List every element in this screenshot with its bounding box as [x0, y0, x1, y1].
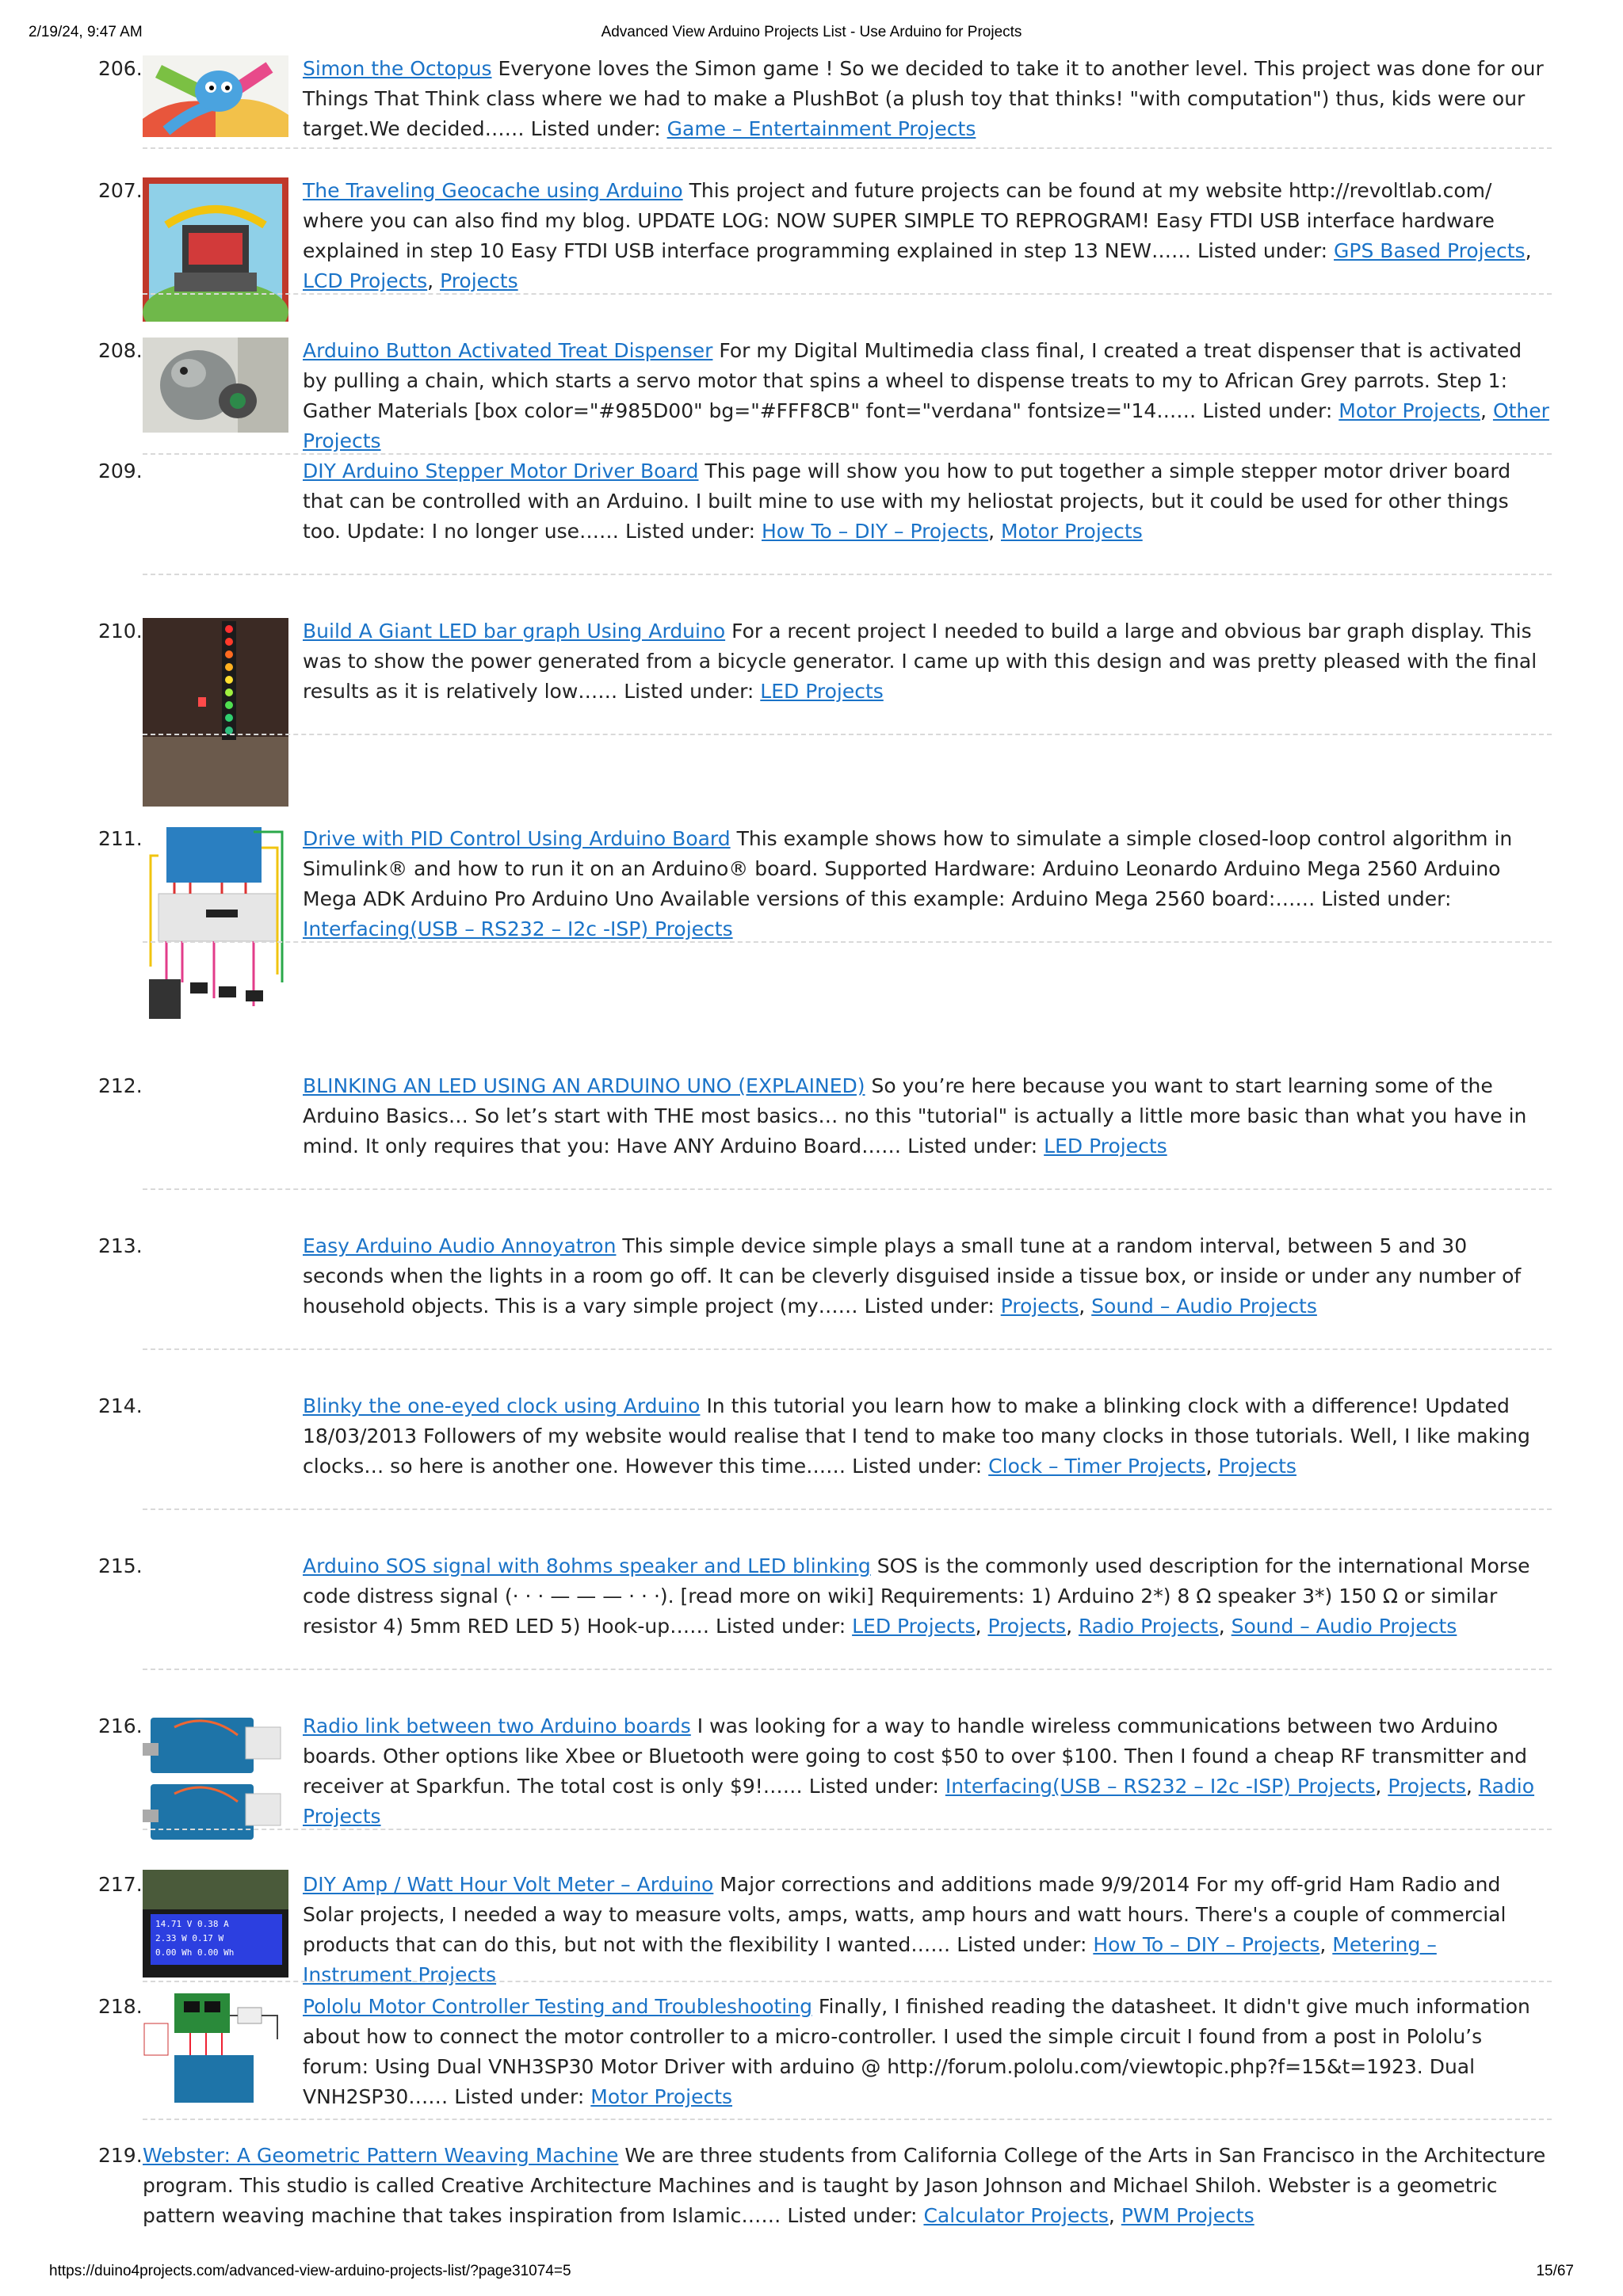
- project-title-link[interactable]: Build A Giant LED bar graph Using Arduino: [303, 620, 726, 643]
- lcd-meter-image[interactable]: [143, 1870, 288, 1978]
- project-description: We are three students from California College of the Arts in San Francisco in the Architecture program. This studio is called Creative Architecture Machines and is taught by Jason Johnson and Michael Shiloh. Webster is a geometric pattern weaving machine that takes inspiration from Islamic……: [143, 2144, 1546, 2227]
- project-description: SOS is the commonly used description for the international Morse code distress signal (· · · — — — · · ·). [read more on wiki] Requirements: 1) Arduino 2*) 8 Ω speaker 3*) 150 Ω or similar resistor 4) 5mm RED LED 5) Hook-up……: [303, 1554, 1530, 1638]
- project-title-link[interactable]: DIY Arduino Stepper Motor Driver Board: [303, 460, 699, 482]
- project-description: I was looking for a way to handle wireless communications between two Arduino boards. Other options like Xbee or Bluetooth were going to cost $50 to over $100. Then I found a cheap RF transmitter and receiver at Sparkfun. The total cost is only $9!……: [303, 1714, 1527, 1798]
- page-number: 15/67: [1536, 2263, 1574, 2279]
- entry-number: 212.: [98, 1074, 143, 1097]
- page-url: https://duino4projects.com/advanced-view-arduino-projects-list/?page31074=5: [49, 2263, 571, 2279]
- lcd-line: 2.33 W 0.17 W: [155, 1933, 224, 1943]
- category-link[interactable]: Interfacing(USB – RS232 – I2c -ISP) Projects: [303, 917, 733, 940]
- listed-under-label: Listed under:: [957, 1933, 1087, 1956]
- project-description: This example shows how to simulate a simple closed-loop control algorithm in Simulink® and how to run it on an Arduino® board. Supported Hardware: Arduino Leonardo Arduino Mega 2560 Arduino Mega ADK Arduino Pro Arduino Uno Available versions of this example: Arduino Mega 2560 board:……: [303, 827, 1513, 910]
- project-description: In this tutorial you learn how to make a blinking clock with a difference! Updated 18/03/2013 Followers of my website would realise that I tend to make too many clocks in those tutorials. Well, I like making clocks… so here is another one. However this time……: [303, 1394, 1530, 1478]
- project-title-link[interactable]: BLINKING AN LED USING AN ARDUINO UNO (EXPLAINED): [303, 1074, 865, 1097]
- category-link[interactable]: Motor Projects: [590, 2085, 733, 2108]
- project-title-link[interactable]: The Traveling Geocache using Arduino: [303, 179, 683, 202]
- category-link[interactable]: How To – DIY – Projects: [1093, 1933, 1320, 1956]
- project-description: Everyone loves the Simon game ! So we decided to take it to another level. This project was done for our Things That Think class where we had to make a PlushBot (a plush toy that thinks! "with computation") thus, kids were our target.We decided……: [303, 57, 1544, 140]
- listed-under-label: Listed under:: [624, 520, 756, 543]
- entry-number: 213.: [98, 1234, 143, 1257]
- geocache-box-image[interactable]: [143, 177, 288, 322]
- entry-divider: [143, 574, 1552, 575]
- project-entry-212: [0, 1071, 1623, 1198]
- category-link[interactable]: Game – Entertainment Projects: [666, 117, 976, 140]
- project-entry-207: [0, 176, 1623, 295]
- listed-under-label: Listed under:: [1197, 239, 1328, 262]
- entry-divider: [143, 293, 1552, 295]
- entry-divider: [143, 1188, 1552, 1190]
- entry-divider: [143, 1669, 1552, 1670]
- category-link[interactable]: Radio Projects: [303, 1775, 1535, 1828]
- project-description: So you’re here because you want to start learning some of the Arduino Basics… So let’s start with THE most basics… no this "tutorial" is actually a little more basic than what you have in mind. It only requires that you: Have ANY Arduino Board……: [303, 1074, 1527, 1158]
- category-link[interactable]: Projects: [440, 269, 518, 292]
- category-link[interactable]: Radio Projects: [1078, 1615, 1219, 1638]
- project-entry-214: [0, 1391, 1623, 1518]
- entry-text: Blinky the one-eyed clock using Arduino In this tutorial you learn how to make a blinking clock with a difference! Updated 18/03/2013 Followers of my website would realise that I tend to make too many clocks in those tutorials. Well, I like making clocks… so here is another one. However this time…… Listed under: Clock – Timer Projects, Projects: [303, 1394, 1530, 1478]
- entry-number: 209.: [98, 460, 143, 482]
- print-page-title: Advanced View Arduino Projects List - Use Arduino for Projects: [601, 24, 1022, 40]
- print-footer: [0, 2263, 1623, 2286]
- listed-under-label: Listed under:: [1202, 399, 1333, 422]
- category-link[interactable]: Metering – Instrument Projects: [303, 1933, 1437, 1986]
- category-link[interactable]: Sound – Audio Projects: [1231, 1615, 1457, 1638]
- project-description: This page will show you how to put together a simple stepper motor driver board that can be controlled with an Arduino. I built mine to use with my heliostat projects, but it could be used for other things too. Update: I no longer use……: [303, 460, 1511, 543]
- entry-text: [303, 824, 1552, 944]
- entry-text: The Traveling Geocache using Arduino This project and future projects can be found at my website http://revoltlab.com/ where you can also find my blog. UPDATE LOG: NOW SUPER SIMPLE TO REPROGRAM! Easy FTDI USB interface hardware explained in step 10 Easy FTDI USB interface programming explained in step 13 NEW…… Listed under: GPS Based Projects, LCD Projects, Projects: [303, 179, 1532, 292]
- entry-text: [303, 1992, 1552, 2112]
- project-title-link[interactable]: Radio link between two Arduino boards: [303, 1714, 691, 1737]
- entry-text: Arduino Button Activated Treat Dispenser For my Digital Multimedia class final, I created a treat dispenser that is activated by pulling a chain, which starts a servo motor that spins a wheel to dispense treats to my to African Grey parrots. Step 1: Gather Materials [box color="#985D00" bg="#FFF8CB" font="verdana" fontsize="14…… Listed under: Motor Projects, Other Projects: [303, 339, 1549, 452]
- listed-under-label: Listed under:: [530, 117, 661, 140]
- entry-text: Arduino SOS signal with 8ohms speaker and LED blinking SOS is the commonly used description for the international Morse code distress signal (· · · — — — · · ·). [read more on wiki] Requirements: 1) Arduino 2*) 8 Ω speaker 3*) 150 Ω or similar resistor 4) 5mm RED LED 5) Hook-up…… Listed under: LED Projects, Projects, Radio Projects, Sound – Audio Projects: [303, 1554, 1530, 1638]
- project-description: For my Digital Multimedia class final, I created a treat dispenser that is activated by pulling a chain, which starts a servo motor that spins a wheel to dispense treats to my to African Grey parrots. Step 1: Gather Materials [box color="#985D00" bg="#FFF8CB" font="verdana" fontsize="14……: [303, 339, 1522, 422]
- entry-divider: [143, 1981, 1552, 1982]
- listed-under-label: Listed under:: [852, 1455, 983, 1478]
- entry-text: Webster: A Geometric Pattern Weaving Machine We are three students from California College of the Arts in San Francisco in the Architecture program. This studio is called Creative Architecture Machines and is taught by Jason Johnson and Michael Shiloh. Webster is a geometric pattern weaving machine that takes inspiration from Islamic…… Listed under: Calculator Projects, PWM Projects: [143, 2144, 1546, 2227]
- project-title-link[interactable]: Simon the Octopus: [303, 57, 492, 80]
- project-title-link[interactable]: Easy Arduino Audio Annoyatron: [303, 1234, 617, 1257]
- project-description: For a recent project I needed to build a large and obvious bar graph display. This was to show the power generated from a bicycle generator. I came up with this design and was pretty pleased with the final results as it is relatively low……: [303, 620, 1537, 703]
- project-title-link[interactable]: Webster: A Geometric Pattern Weaving Machine: [143, 2144, 619, 2167]
- listed-under-label: Listed under:: [864, 1295, 995, 1318]
- category-link[interactable]: Motor Projects: [1000, 520, 1143, 543]
- entry-text: DIY Arduino Stepper Motor Driver Board This page will show you how to put together a simple stepper motor driver board that can be controlled with an Arduino. I built mine to use with my heliostat projects, but it could be used for other things too. Update: I no longer use…… Listed under: How To – DIY – Projects, Motor Projects: [303, 460, 1511, 543]
- project-entry-213: [0, 1231, 1623, 1358]
- project-description: This simple device simple plays a small tune at a random interval, between 5 and 30 seconds when the lights in a room go off. It can be cleverly disguised inside a tissue box, or inside or under any number of household objects. This is a vary simple project (my……: [303, 1234, 1522, 1318]
- category-link[interactable]: Sound – Audio Projects: [1091, 1295, 1317, 1318]
- category-link[interactable]: Projects: [1388, 1775, 1466, 1798]
- category-link[interactable]: GPS Based Projects: [1334, 239, 1526, 262]
- listed-under-label: Listed under:: [1321, 887, 1452, 910]
- project-title-link[interactable]: Arduino Button Activated Treat Dispenser: [303, 339, 713, 362]
- project-entry-215: [0, 1551, 1623, 1678]
- category-link[interactable]: Projects: [1218, 1455, 1296, 1478]
- entry-number: 214.: [98, 1394, 143, 1417]
- entry-divider: [143, 734, 1552, 735]
- entry-divider: [143, 2119, 1552, 2120]
- project-entry-219: [0, 2141, 1623, 2236]
- lcd-line: 0.00 Wh 0.00 Wh: [155, 1947, 235, 1958]
- lcd-line: 14.71 V 0.38 A: [155, 1919, 229, 1929]
- category-link[interactable]: LED Projects: [1044, 1135, 1167, 1158]
- category-link[interactable]: Other Projects: [303, 399, 1549, 452]
- arduino-boards-image[interactable]: [143, 1711, 288, 1846]
- entry-number: 206.: [98, 57, 143, 80]
- wiring-diagram-image[interactable]: [143, 824, 288, 1032]
- entry-number: 218.: [98, 1995, 143, 2018]
- category-link[interactable]: Projects: [1000, 1295, 1079, 1318]
- project-title-link[interactable]: Blinky the one-eyed clock using Arduino: [303, 1394, 701, 1417]
- entry-number: 207.: [98, 179, 143, 202]
- listed-under-label: Listed under:: [454, 2085, 585, 2108]
- project-title-link[interactable]: Pololu Motor Controller Testing and Troubleshooting: [303, 1995, 812, 2018]
- project-description: Major corrections and additions made 9/9/2014 For my off-grid Ham Radio and Solar projects, I needed a way to measure volts, amps, watts, amp hours and watt hours. There's a couple of commercial products that can do this, but not with the flexibility I wanted……: [303, 1873, 1507, 1956]
- listed-under-label: Listed under:: [716, 1615, 846, 1638]
- category-link[interactable]: Clock – Timer Projects: [988, 1455, 1206, 1478]
- project-entry-209: [0, 456, 1623, 583]
- project-description: Finally, I finished reading the datasheet. It didn't give much information about how to connect the motor controller to a micro-controller. I used the simple circuit I found from a post in Pololu’s forum: Using Dual VNH3SP30 Motor Driver with arduino @ http://forum.pololu.com/viewtopic.php?f=15&t=1923. Dual VNH2SP30……: [303, 1995, 1530, 2108]
- category-link[interactable]: PWM Projects: [1121, 2204, 1254, 2227]
- category-link[interactable]: Calculator Projects: [923, 2204, 1109, 2227]
- entry-divider: [143, 1348, 1552, 1350]
- project-title-link[interactable]: DIY Amp / Watt Hour Volt Meter – Arduino: [303, 1873, 714, 1896]
- project-description: This project and future projects can be found at my website http://revoltlab.com/ where you can also find my blog. UPDATE LOG: NOW SUPER SIMPLE TO REPROGRAM! Easy FTDI USB interface hardware explained in step 10 Easy FTDI USB interface programming explained in step 13 NEW……: [303, 179, 1495, 262]
- listed-under-label: Listed under:: [624, 680, 754, 703]
- print-header: [0, 24, 1623, 49]
- project-title-link[interactable]: Arduino SOS signal with 8ohms speaker and LED blinking: [303, 1554, 871, 1577]
- entry-number: 216.: [98, 1714, 143, 1737]
- category-link[interactable]: LED Projects: [760, 680, 884, 703]
- entry-number: 217.: [98, 1873, 143, 1896]
- entry-text: [303, 616, 1552, 707]
- category-link[interactable]: Motor Projects: [1338, 399, 1481, 422]
- lcd-screen: [151, 1914, 282, 1965]
- category-link[interactable]: LED Projects: [852, 1615, 976, 1638]
- listed-under-label: Listed under:: [787, 2204, 918, 2227]
- project-entry-206: [0, 54, 1623, 149]
- parrot-image[interactable]: [143, 338, 288, 433]
- entry-divider: [143, 147, 1552, 149]
- project-entry-218: [0, 1992, 1623, 2119]
- motor-controller-diagram-image[interactable]: [143, 1992, 288, 2107]
- entry-divider: [143, 1829, 1552, 1830]
- entry-number: 208.: [98, 339, 143, 362]
- entry-text: Easy Arduino Audio Annoyatron This simple device simple plays a small tune at a random interval, between 5 and 30 seconds when the lights in a room go off. It can be cleverly disguised inside a tissue box, or inside or under any number of household objects. This is a vary simple project (my…… Listed under: Projects, Sound – Audio Projects: [303, 1234, 1522, 1318]
- category-link[interactable]: How To – DIY – Projects: [762, 520, 989, 543]
- entry-number: 219.: [98, 2144, 143, 2167]
- project-title-link[interactable]: Drive with PID Control Using Arduino Board: [303, 827, 731, 850]
- listed-under-label: Listed under:: [907, 1135, 1038, 1158]
- entry-text: [303, 54, 1552, 144]
- entry-text: Radio link between two Arduino boards I was looking for a way to handle wireless communications between two Arduino boards. Other options like Xbee or Bluetooth were going to cost $50 to over $100. Then I found a cheap RF transmitter and receiver at Sparkfun. The total cost is only $9!…… Listed under: Interfacing(USB – RS232 – I2c -ISP) Projects, Projects, Radio Projects: [303, 1714, 1535, 1828]
- entry-text: DIY Amp / Watt Hour Volt Meter – Arduino Major corrections and additions made 9/9/2014 For my off-grid Ham Radio and Solar projects, I needed a way to measure volts, amps, watts, amp hours and watt hours. There's a couple of commercial products that can do this, but not with the flexibility I wanted…… Listed under: How To – DIY – Projects, Metering – Instrument Projects: [303, 1873, 1507, 1986]
- project-entry-216: [0, 1711, 1623, 1846]
- entry-text: [303, 1071, 1552, 1161]
- project-entry-217: [0, 1870, 1623, 1986]
- led-bar-graph-image[interactable]: [143, 618, 288, 807]
- entry-number: 210.: [98, 620, 143, 643]
- entry-divider: [143, 1508, 1552, 1510]
- listed-under-label: Listed under:: [808, 1775, 939, 1798]
- project-entry-211: [0, 824, 1623, 1046]
- print-date: 2/19/24, 9:47 AM: [29, 24, 143, 40]
- project-entry-210: [0, 616, 1623, 807]
- lcd-frame: [143, 1870, 288, 1909]
- category-link[interactable]: Projects: [987, 1615, 1067, 1638]
- project-entry-208: [0, 336, 1623, 452]
- entry-divider: [143, 941, 1552, 943]
- entry-divider: [143, 453, 1552, 455]
- category-link[interactable]: LCD Projects: [303, 269, 428, 292]
- octopus-toy-image[interactable]: [143, 55, 288, 137]
- entry-number: 211.: [98, 827, 143, 850]
- category-link[interactable]: Interfacing(USB – RS232 – I2c -ISP) Projects: [945, 1775, 1376, 1798]
- entry-number: 215.: [98, 1554, 143, 1577]
